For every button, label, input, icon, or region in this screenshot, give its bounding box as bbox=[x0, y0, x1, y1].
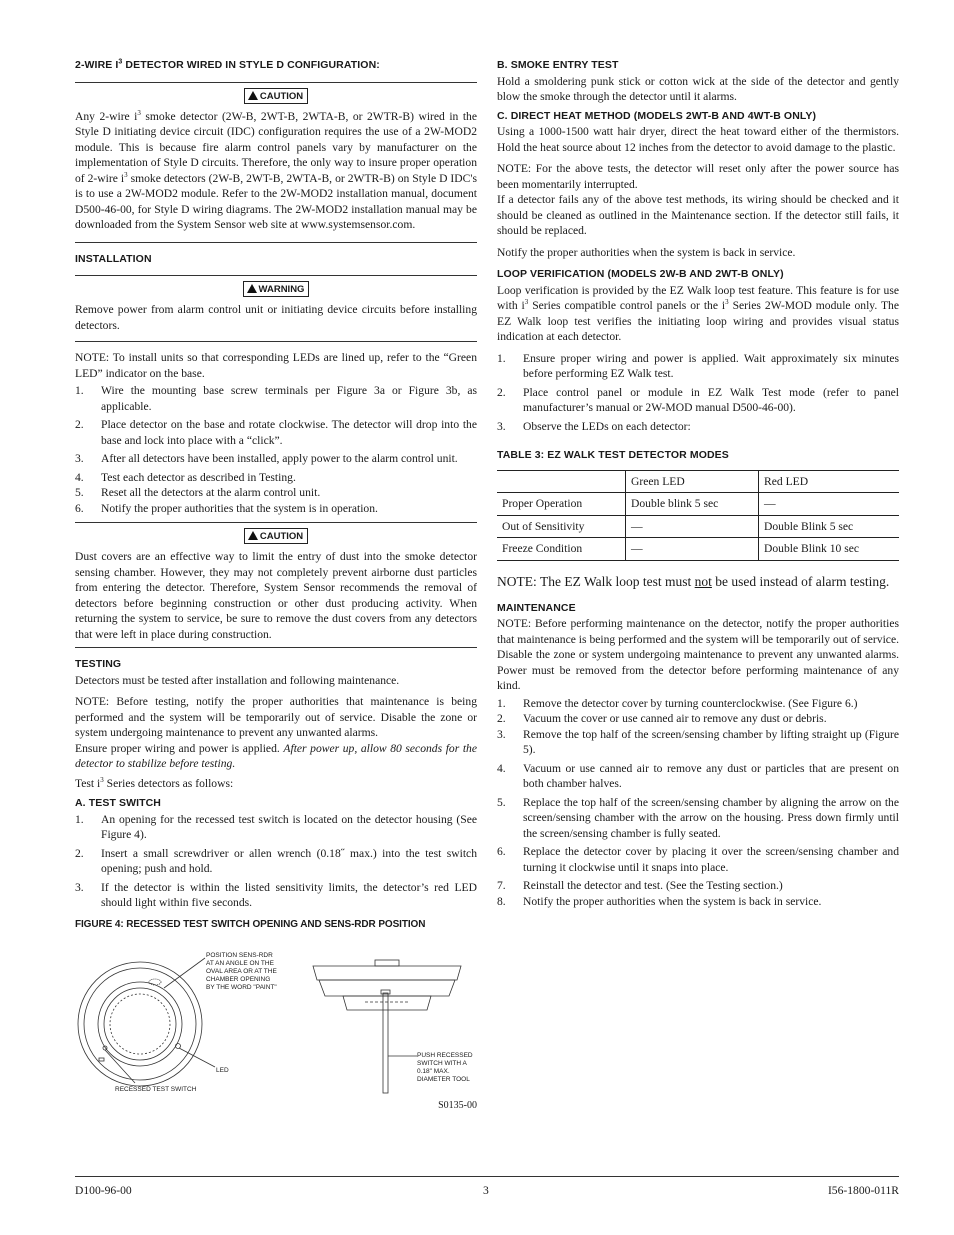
test-series-line: Test $i^3$ Series detectors as follows: bbox=[75, 775, 234, 790]
list-item: 2. Place detector on the base and rotate clockwise. The detector will drop into the base and lock into place with a “click”. bbox=[75, 418, 477, 447]
caution-badge: CAUTION bbox=[244, 88, 308, 104]
style-d-paragraph: Any 2-wire $i^3$ smoke detector (2W-B, 2WT-B, 2WTA-B, or 2WTR-B) wired in the Style D initiating device circuit (IDC) configuration requires the use of a 2W-MOD2 module. This is because fire alarm control panels vary by manufacturer on the implementation of Style D circuits. Therefore, the only way to insure proper operation of 2-wire $i^3$ smoke detectors (2W-B, 2WT-B, 2WTA-B, or 2WTR-B) on Style D IDC's is to use a 2W-MOD2 module. Refer to the 2W-MOD2 installation manual, document D500-46-00, for Style D wiring diagrams. The 2W-MOD2 installation manual may be downloaded from the System Sensor web site at www.systemsensor.com. bbox=[75, 108, 477, 231]
loop-verification-text: Loop verification is provided by the EZ Walk loop test feature. This feature is for use with $i^3$ Series compatible control panels or the $i^3$ Series 2W-MOD module only. The EZ Walk loop test verifies the initiating loop wiring and provides visual status indication at each detector. bbox=[497, 283, 899, 343]
list-item: 3. After all detectors have been installed, apply power to the alarm control unit. bbox=[75, 452, 458, 465]
ez-walk-table bbox=[497, 470, 899, 561]
table-cell: Double Blink 10 sec bbox=[759, 538, 900, 561]
list-item: 6. Notify the proper authorities that the system is in operation. bbox=[75, 501, 378, 515]
fig-label-led: LED bbox=[216, 1067, 229, 1074]
warning-triangle-icon bbox=[248, 91, 258, 100]
note-label: NOTE: bbox=[497, 573, 537, 589]
table-header-cell bbox=[497, 470, 626, 493]
warning-triangle-icon bbox=[248, 531, 258, 540]
table-header-cell: Red LED bbox=[759, 470, 900, 493]
right-column bbox=[497, 58, 899, 915]
figure-4 bbox=[75, 936, 477, 1116]
list-item: 7. Reinstall the detector and test. (See the Testing section.) bbox=[497, 879, 783, 892]
table-row bbox=[497, 515, 899, 538]
fig-label-recessed: RECESSED TEST SWITCH bbox=[115, 1086, 197, 1093]
warning-badge: WARNING bbox=[243, 281, 310, 297]
footer-page-number: 3 bbox=[483, 1184, 489, 1197]
maintenance-steps bbox=[497, 696, 899, 910]
list-item: 3. Observe the LEDs on each detector: bbox=[497, 419, 691, 433]
maintenance-heading: MAINTENANCE bbox=[497, 601, 576, 614]
list-item: 3. Remove the top half of the screen/sensing chamber by lifting straight up (Figure 5). bbox=[497, 727, 899, 756]
warning-triangle-icon bbox=[247, 284, 257, 293]
notify-text: Notify the proper authorities when the system is back in service. bbox=[497, 245, 796, 259]
table-header-cell: Green LED bbox=[626, 470, 759, 493]
list-item: 1. Ensure proper wiring and power is applied. Wait approximately six minutes before performing EZ Walk test. bbox=[497, 351, 899, 380]
test-switch-steps bbox=[75, 812, 477, 911]
table-cell: — bbox=[626, 515, 759, 538]
list-item: 4. Test each detector as described in Testing. bbox=[75, 470, 296, 484]
table-heading: TABLE 3: EZ WALK TEST DETECTOR MODES bbox=[497, 449, 729, 461]
smoke-entry-heading: B. SMOKE ENTRY TEST bbox=[497, 59, 619, 71]
style-d-heading: 2-WIRE $I^3$ DETECTOR WIRED IN STYLE D CONFIGURATION: bbox=[75, 58, 380, 71]
list-item: 8. Notify the proper authorities when the system is back in service. bbox=[497, 894, 822, 908]
list-item: 4. Vacuum or use canned air to remove any dust or particles that are present on both chamber halves. bbox=[497, 761, 899, 790]
caution-badge: CAUTION bbox=[244, 528, 308, 544]
loop-verification-heading: LOOP VERIFICATION (MODELS 2W-B AND 2WT-B ONLY) bbox=[497, 268, 784, 280]
fig-label-position: POSITION SENS-RDR AT AN ANGLE ON THE OVAL AREA OR AT THE CHAMBER OPENING BY THE WORD "PAINT" bbox=[206, 952, 277, 991]
sup-3: 3 bbox=[524, 298, 529, 307]
list-item: 6. Replace the detector cover by placing it over the screen/sensing chamber and turning it clockwise until it snaps into place. bbox=[497, 845, 899, 874]
fig-label-push: PUSH RECESSED SWITCH WITH A 0.18" MAX. DIAMETER TOOL bbox=[417, 1052, 473, 1083]
divider bbox=[75, 522, 477, 523]
direct-heat-text: Using a 1000-1500 watt hair dryer, direct the heat toward either of the thermistors. Hold the heat source about 12 inches from the detector to avoid damage to the plastic. bbox=[497, 125, 899, 154]
figure-code: S0135-00 bbox=[438, 1100, 477, 1111]
table-cell: Double blink 5 sec bbox=[626, 493, 759, 516]
list-item: 1. An opening for the recessed test switch is located on the detector housing (See Figure 4). bbox=[75, 812, 477, 841]
sup-3: 3 bbox=[725, 298, 729, 307]
footer-doc-left: D100-96-00 bbox=[75, 1184, 132, 1197]
figure-caption: FIGURE 4: RECESSED TEST SWITCH OPENING AND SENS-RDR POSITION bbox=[75, 918, 426, 930]
installation-heading: INSTALLATION bbox=[75, 252, 152, 265]
divider bbox=[75, 242, 477, 243]
table-cell: — bbox=[626, 538, 759, 561]
list-item: 1. Remove the detector cover by turning counterclockwise. (See Figure 6.) bbox=[497, 696, 858, 710]
table-cell: — bbox=[759, 493, 900, 516]
table-row bbox=[497, 538, 899, 561]
loop-steps bbox=[497, 351, 899, 435]
warning-text: Remove power from alarm control unit or initiating device circuits before installing detectors. bbox=[75, 303, 477, 332]
list-item: 2. Place control panel or module in EZ Walk Test mode (refer to panel manufacturer’s manual or 2W-MOD manual D500-46-00). bbox=[497, 385, 899, 414]
list-item: 5. Replace the top half of the screen/sensing chamber by aligning the arrow on the screen/sensing chamber with the arrow on the housing. Press down firmly until the screen/sensing chamber is fully seated. bbox=[497, 795, 899, 840]
divider bbox=[75, 82, 477, 83]
list-item: 2. Vacuum the cover or use canned air to remove any dust or debris. bbox=[497, 712, 827, 725]
table-cell: Freeze Condition bbox=[497, 538, 626, 561]
test-switch-heading: A. TEST SWITCH bbox=[75, 797, 161, 809]
left-column bbox=[75, 58, 477, 1116]
testing-intro: Detectors must be tested after installation and following maintenance. bbox=[75, 673, 400, 687]
table-cell: Out of Sensitivity bbox=[497, 515, 626, 538]
list-item: 1. Wire the mounting base screw terminals per Figure 3a or Figure 3b, as applicable. bbox=[75, 384, 477, 413]
divider bbox=[75, 341, 477, 342]
page-footer bbox=[75, 1176, 899, 1197]
direct-heat-heading: C. DIRECT HEAT METHOD (MODELS 2WT-B AND 4WT-B ONLY) bbox=[497, 109, 817, 122]
list-item: 2. Insert a small screwdriver or allen wrench (0.18˝ max.) into the test switch opening; push and hold. bbox=[75, 846, 477, 875]
list-item: 5. Reset all the detectors at the alarm control unit. bbox=[75, 486, 321, 499]
install-note: NOTE: To install units so that corresponding LEDs are lined up, refer to the “Green LED” indicator on the base. bbox=[75, 351, 477, 380]
list-item: 3. If the detector is within the listed sensitivity limits, the detector’s red LED should light within five seconds. bbox=[75, 880, 477, 909]
table-header-row bbox=[497, 470, 899, 493]
ez-walk-note: NOTE: The EZ Walk loop test must not be used instead of alarm testing. bbox=[497, 573, 890, 589]
table-cell: Proper Operation bbox=[497, 493, 626, 516]
testing-heading: TESTING bbox=[75, 658, 122, 670]
smoke-entry-text: Hold a smoldering punk stick or cotton wick at the side of the detector and gently blow the smoke through the detector until it alarms. bbox=[497, 74, 899, 103]
dust-cover-text: Dust covers are an effective way to limit the entry of dust into the smoke detector sensing chamber. However, they may not completely prevent airborne dust particles from entering the detector. Therefore, System Sensor recommends the removal of detectors before beginning construction or other dust producing activity. When returning the system to service, be sure to remove the dust covers from any detectors that were left in place during construction. bbox=[75, 550, 477, 641]
testing-note: NOTE: Before testing, notify the proper authorities that maintenance is being performed and the system will be temporarily out of service. Disable the zone or system undergoing maintenance to prevent any unwanted alarms. Ensure proper wiring and power is applied. After power up, allow 80 seconds for the detector to stabilize before testing. bbox=[75, 695, 477, 770]
footer-doc-right: I56-1800-011R bbox=[827, 1184, 899, 1197]
table-cell: Double Blink 5 sec bbox=[759, 515, 900, 538]
install-steps bbox=[75, 383, 477, 516]
maintenance-note: NOTE: Before performing maintenance on the detector, notify the proper authorities that maintenance is being performed and the system will be temporarily out of service. Disable the zone or system undergoing maintenance to prevent any unwanted alarms. Power must be removed from the detector before performing maintenance of any kind. bbox=[497, 617, 899, 692]
table-row bbox=[497, 493, 899, 516]
reset-note: NOTE: For the above tests, the detector will reset only after the power source has been momentarily interrupted. If a detector fails any of the above test methods, its wiring should be checked and it should be cleaned as outlined in the Maintenance section. If the detector still fails, it should be replaced. bbox=[497, 162, 899, 237]
divider bbox=[75, 647, 477, 648]
divider bbox=[75, 275, 477, 276]
